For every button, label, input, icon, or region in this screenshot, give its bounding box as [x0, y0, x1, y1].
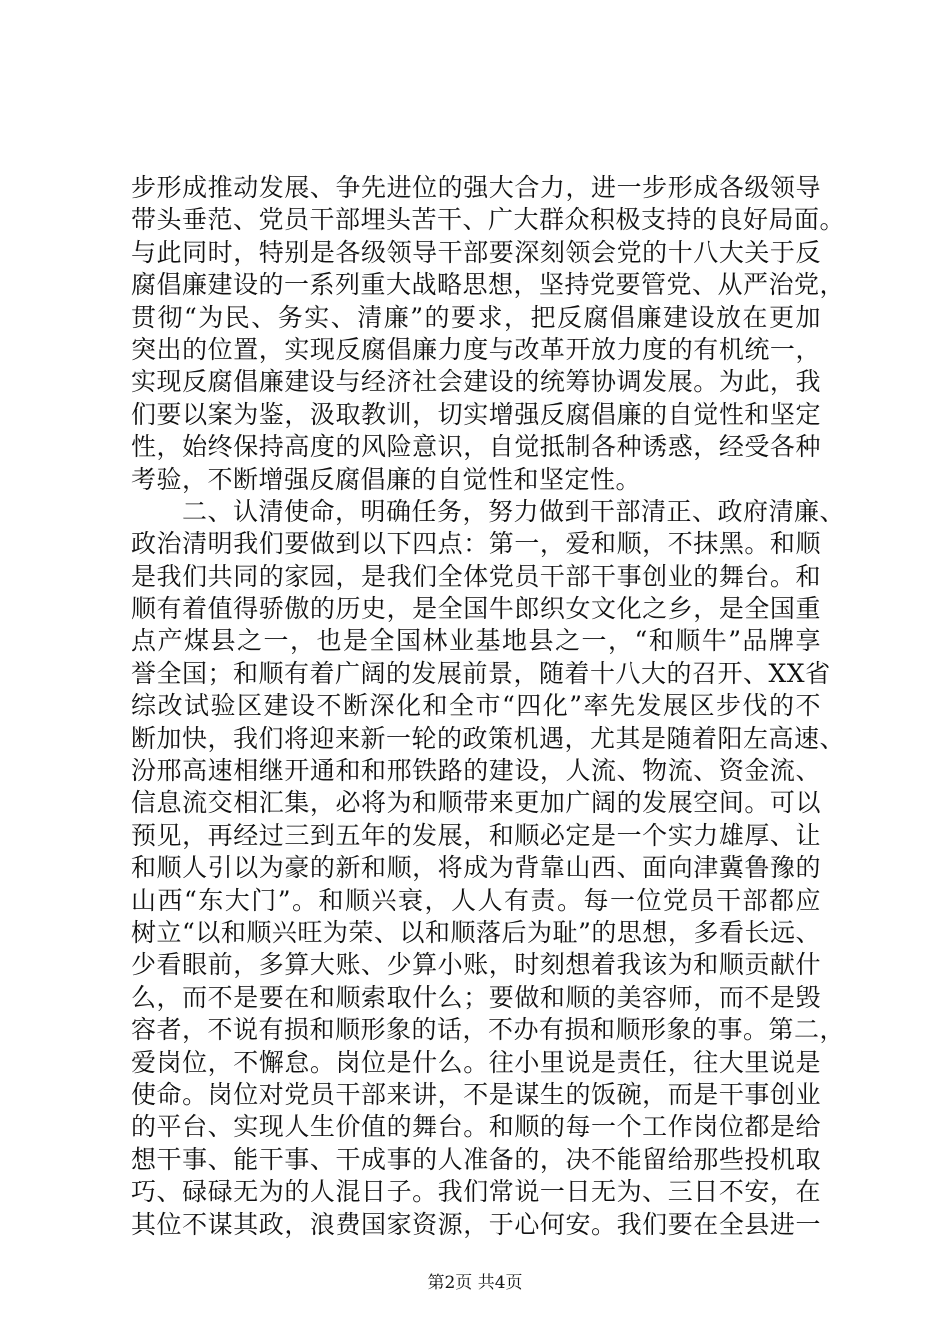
text-line: 们要以案为鉴，汲取教训，切实增强反腐倡廉的自觉性和坚定 [131, 399, 821, 429]
text-line: 树立“以和顺兴旺为荣、以和顺落后为耻”的思想，多看长远、 [131, 917, 821, 947]
text-line: 性，始终保持高度的风险意识，自觉抵制各种诱惑，经受各种 [131, 432, 821, 462]
text-line: 点产煤县之一，也是全国林业基地县之一，“和顺牛”品牌享 [131, 626, 821, 656]
text-line: 么，而不是要在和顺索取什么；要做和顺的美容师，而不是毁 [131, 982, 821, 1012]
text-line: 腐倡廉建设的一系列重大战略思想，坚持党要管党、从严治党， [131, 270, 846, 300]
text-line: 带头垂范、党员干部埋头苦干、广大群众积极支持的良好局面。 [131, 205, 846, 235]
page-footer: 第2页 共4页 [427, 1273, 523, 1293]
text-line: 二、认清使命，明确任务，努力做到干部清正、政府清廉、 [131, 496, 846, 526]
text-line: 的平台、实现人生价值的舞台。和顺的每一个工作岗位都是给 [131, 1112, 821, 1142]
body-text [131, 172, 846, 1241]
text-line: 其位不谋其政，浪费国家资源，于心何安。我们要在全县进一 [131, 1209, 821, 1239]
text-line: 使命。岗位对党员干部来讲，不是谋生的饭碗，而是干事创业 [131, 1079, 821, 1109]
text-line: 和顺人引以为豪的新和顺，将成为背靠山西、面向津冀鲁豫的 [131, 853, 821, 883]
text-line: 容者，不说有损和顺形象的话，不办有损和顺形象的事。第二， [131, 1015, 846, 1045]
text-line: 顺有着值得骄傲的历史，是全国牛郎织女文化之乡，是全国重 [131, 594, 821, 624]
text-line: 巧、碌碌无为的人混日子。我们常说一日无为、三日不安，在 [131, 1177, 821, 1207]
text-line: 考验，不断增强反腐倡廉的自觉性和坚定性。 [131, 464, 642, 494]
text-line: 想干事、能干事、干成事的人准备的，决不能留给那些投机取 [131, 1144, 821, 1174]
text-line: 信息流交相汇集，必将为和顺带来更加广阔的发展空间。可以 [131, 788, 821, 818]
text-line: 综改试验区建设不断深化和全市“四化”率先发展区步伐的不 [131, 691, 821, 721]
text-line: 预见，再经过三到五年的发展，和顺必定是一个实力雄厚、让 [131, 820, 821, 850]
text-line: 是我们共同的家园，是我们全体党员干部干事创业的舞台。和 [131, 561, 821, 591]
text-line: 实现反腐倡廉建设与经济社会建设的统筹协调发展。为此，我 [131, 367, 821, 397]
text-line: 汾邢高速相继开通和和邢铁路的建设，人流、物流、资金流、 [131, 756, 821, 786]
text-line: 山西“东大门”。和顺兴衰，人人有责。每一位党员干部都应 [131, 885, 821, 915]
text-line: 断加快，我们将迎来新一轮的政策机遇，尤其是随着阳左高速、 [131, 723, 846, 753]
text-line: 政治清明我们要做到以下四点：第一，爱和顺，不抹黑。和顺 [131, 529, 821, 559]
text-line: 少看眼前，多算大账、少算小账，时刻想着我该为和顺贡献什 [131, 950, 821, 980]
text-line: 突出的位置，实现反腐倡廉力度与改革开放力度的有机统一， [131, 334, 821, 364]
text-line: 贯彻“为民、务实、清廉”的要求，把反腐倡廉建设放在更加 [131, 302, 821, 332]
text-line: 誉全国；和顺有着广阔的发展前景，随着十八大的召开、XX省 [131, 658, 831, 688]
text-line: 步形成推动发展、争先进位的强大合力，进一步形成各级领导 [131, 173, 821, 202]
text-line: 爱岗位，不懈怠。岗位是什么。往小里说是责任，往大里说是 [131, 1047, 821, 1077]
text-line: 与此同时，特别是各级领导干部要深刻领会党的十八大关于反 [131, 237, 821, 267]
